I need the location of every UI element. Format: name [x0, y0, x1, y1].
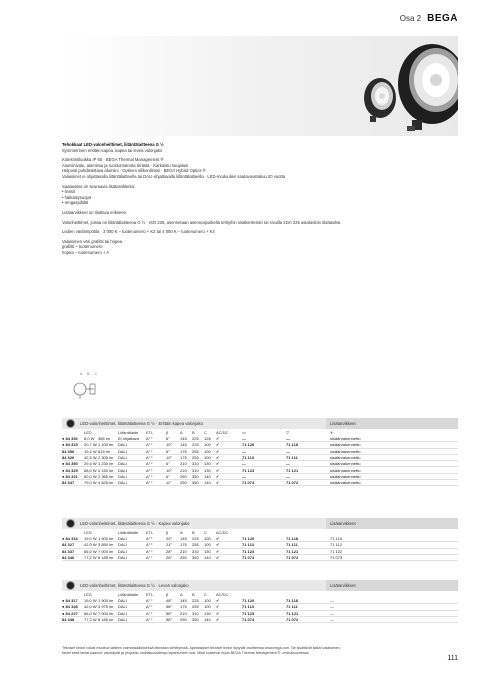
table-cell: 210	[180, 610, 187, 616]
accessories-title: Lisätarvikkeet	[330, 421, 356, 426]
accessory-intro: Saatavissa on seuraavia lisätarvikkeita:	[62, 183, 136, 189]
table-cell: 210	[180, 548, 187, 554]
table-cell: 7 000 lm	[98, 548, 114, 554]
table-cell: ✔	[216, 442, 220, 448]
table-cell: ● 84 328	[62, 604, 78, 610]
table-cell: 6°	[166, 436, 170, 442]
table-cell: DALI	[118, 455, 127, 461]
table-cell: 1 230 lm	[98, 461, 114, 467]
table-cell: DALI	[118, 617, 127, 623]
feature-line: Valaisimet ei ohjattavalla liitäntälaitteella tai DALI-ohjattavalla liitäntälaitteella · LED-moduulien saatavuustakuu 20 vuotta	[62, 173, 286, 179]
table-cell: 20,7 W	[84, 442, 97, 448]
table-cell: 210	[180, 467, 187, 473]
col-acdc: AC/DC	[216, 530, 229, 535]
table-cell: 58°	[166, 604, 173, 610]
table-cell: 310	[192, 461, 199, 467]
table-cell: 4 825 lm	[98, 480, 114, 486]
table-cell: —	[286, 448, 290, 454]
table-cell: 71 072	[286, 555, 299, 561]
table-cell: 140	[204, 473, 211, 479]
section-title: LED-valonheittimet, liitäntälaitteena G ½ · Leveä valonjako	[80, 583, 189, 588]
section-header	[62, 580, 458, 591]
table-cell: sisäänrakennettu	[330, 473, 361, 479]
table-cell: sisäänrakennettu	[330, 448, 361, 454]
table-cell: 126	[204, 436, 211, 442]
table-cell: 310	[192, 467, 199, 473]
table-cell: —	[330, 617, 334, 623]
footnote: Tekniset tiedot voivat muuttua laitteen vaimeasäätöisessä tekniikan kehittyessä. Ajantasaiset tekniset tiedot löytyvät osoitteesta www.bega.com. Ne sisältävät kaikki valaisimen tiedot sekä tarkat kaaviot, valokäyrät ja projektio-ominaisuustietoja tapahtuneet ovat. Mitat koskevat myös BEGA Thermal Management ® -ominaisuudessa.	[62, 646, 340, 655]
table-cell: 255	[192, 542, 199, 548]
table-cell: DALI	[118, 467, 127, 473]
brand-logo: BEGA	[427, 13, 458, 24]
table-cell: —	[242, 448, 246, 454]
table-cell: A⁺⁺	[146, 536, 153, 542]
table-cell: 145	[180, 536, 187, 542]
table-cell: ✔	[216, 604, 220, 610]
table-cell: ✔	[216, 448, 220, 454]
table-cell: A⁺⁺	[146, 461, 153, 467]
feature-line: Alumiinivalu, alumiinia ja ruostumatonta terästä · Karkaistu suojalasi	[62, 162, 189, 168]
col-etl: ETL	[146, 592, 154, 597]
table-cell: DALI	[118, 610, 127, 616]
table-cell: 250	[180, 480, 187, 486]
table-cell: 100	[204, 604, 211, 610]
table-cell: 71 072	[286, 480, 299, 486]
table-cell: 350	[192, 473, 199, 479]
table-cell: 255	[192, 455, 199, 461]
table-cell: —	[242, 473, 246, 479]
table-cell: 250	[180, 473, 187, 479]
table-cell: 310	[192, 548, 199, 554]
table-cell: 175	[180, 604, 187, 610]
table-cell: 250	[180, 617, 187, 623]
table-cell: 84 348	[62, 617, 75, 623]
column-header-row	[62, 591, 458, 598]
table-cell: DALI	[118, 598, 127, 604]
table-cell: 71 123	[242, 548, 255, 554]
accessory-item: • häikäisysuojat	[62, 195, 342, 201]
table-cell: ✔	[216, 473, 220, 479]
table-cell: 255	[192, 448, 199, 454]
page-number: 111	[447, 655, 458, 662]
accessory-item: • linssit	[62, 189, 342, 195]
table-cell: 71 072	[286, 617, 299, 623]
accessories-title: Lisätarvikkeet	[330, 583, 356, 588]
table-cell: —	[286, 461, 290, 467]
table-cell: 66,0 W	[84, 610, 97, 616]
table-cell: 100	[204, 455, 211, 461]
table-cell: 225	[192, 442, 199, 448]
section-header	[62, 518, 458, 529]
table-cell: ● 84 350	[62, 461, 78, 467]
table-cell: 8,0 W	[84, 436, 95, 442]
product-table-extra-narrow	[62, 418, 458, 486]
table-cell: 385 lm	[98, 436, 111, 442]
col-beam-angle: β	[166, 530, 169, 535]
table-cell: 42,5 W	[84, 455, 97, 461]
table-cell: 6°	[166, 448, 170, 454]
table-cell: 71 121	[286, 467, 299, 473]
table-row	[62, 617, 458, 623]
col-beam-angle: β	[166, 430, 169, 435]
table-cell: DALI	[118, 604, 127, 610]
table-cell: ✔	[216, 536, 220, 542]
table-cell: 71 118	[286, 536, 299, 542]
table-cell: 71 120	[242, 536, 255, 542]
table-cell: 71 118	[286, 598, 299, 604]
table-cell: 71 113	[242, 542, 255, 548]
table-cell: ● 84 330	[62, 436, 78, 442]
table-cell: 84 326	[62, 455, 75, 461]
table-cell: 10°	[166, 467, 173, 473]
accessory-list	[62, 189, 342, 206]
table-cell: 175	[180, 542, 187, 548]
table-cell: 58°	[166, 610, 173, 616]
table-cell: 71 111	[286, 604, 298, 610]
table-cell: 11°	[166, 480, 172, 486]
table-cell: sisäänrakennettu	[330, 480, 361, 486]
table-cell: 71 121	[286, 548, 299, 554]
dim-label-b: B	[87, 372, 90, 376]
table-cell: —	[242, 436, 246, 442]
feature-text	[62, 157, 342, 179]
col-acdc: AC/DC	[216, 592, 229, 597]
col-c: C	[204, 530, 207, 535]
col-b: B	[192, 430, 195, 435]
table-cell: 255	[192, 604, 199, 610]
table-cell: DALI	[118, 555, 127, 561]
table-cell: 100	[204, 542, 211, 548]
table-cell: A⁺⁺	[146, 448, 153, 454]
table-cell: ● 84 227	[62, 610, 78, 616]
table-cell: 71 118	[286, 442, 299, 448]
dimension-labels	[80, 372, 97, 376]
table-cell: DALI	[118, 461, 127, 467]
table-cell: 19,0 W	[84, 598, 97, 604]
table-cell: 71 113	[242, 604, 255, 610]
feature-line: Kotelointiluokka IP 65 · BEGA Thermal Management ®	[62, 157, 164, 163]
table-cell: 8 185 lm	[98, 617, 114, 623]
table-cell: ✔	[216, 455, 220, 461]
page-header	[400, 13, 458, 24]
table-cell: 71 074	[242, 617, 255, 623]
table-cell: 71 123	[242, 610, 255, 616]
table-cell: 225	[192, 598, 199, 604]
table-cell: 8 185 lm	[98, 555, 114, 561]
table-row	[62, 555, 458, 561]
section-title: LED-valonheittimet, liitäntälaitteena G ½ · Kapea valonjako	[80, 521, 190, 526]
table-cell: A⁺⁺	[146, 442, 153, 448]
table-cell: sisäänrakennettu	[330, 461, 361, 467]
table-cell: ✔	[216, 480, 220, 486]
table-cell: ✔	[216, 610, 220, 616]
product-description	[62, 142, 342, 260]
product-subtitle: Symmetrinen erittäin kapea, kapea tai leveä valonjako	[62, 147, 163, 153]
table-cell: 21°	[166, 542, 173, 548]
table-cell: 6°	[166, 461, 170, 467]
product-photo	[62, 36, 458, 136]
table-cell: A⁺⁺	[146, 598, 153, 604]
col-c: C	[204, 592, 207, 597]
table-cell: 71 112	[330, 542, 342, 548]
table-cell: 84 337	[62, 548, 75, 554]
table-cell: 815 lm	[98, 448, 111, 454]
table-cell: ✔	[216, 542, 220, 548]
section-header	[62, 418, 458, 429]
table-cell: 66,0 W	[84, 548, 97, 554]
table-cell: 68,0 W	[84, 467, 97, 473]
shield-icon: ▽	[286, 430, 290, 435]
table-cell: 100	[204, 598, 211, 604]
table-cell: A⁺⁺	[146, 467, 153, 473]
table-cell: 140	[204, 617, 211, 623]
color-line: hopea – tuotenumero + A	[62, 249, 110, 255]
table-cell: 210	[180, 461, 187, 467]
table-cell: sisäänrakennettu	[330, 442, 361, 448]
table-cell: DALI	[118, 536, 127, 542]
col-a: A	[180, 530, 183, 535]
table-cell: ✔	[216, 555, 220, 561]
table-cell: 145	[180, 598, 187, 604]
table-cell: 140	[204, 480, 211, 486]
accessories-title: Lisätarvikkeet	[330, 521, 356, 526]
table-cell: sisäänrakennettu	[330, 467, 361, 473]
table-cell: 71 123	[242, 467, 255, 473]
dim-label-c: C	[94, 372, 97, 376]
table-cell: —	[330, 598, 334, 604]
table-cell: 1 900 lm	[98, 598, 114, 604]
table-cell: A⁺⁺	[146, 480, 153, 486]
color-line: grafiitti – tuotenumero	[62, 244, 103, 250]
table-cell: 3 850 lm	[98, 542, 114, 548]
col-led: LED	[84, 530, 92, 535]
feature-line: Helposti puhdistettava alumiini · Optinen silikonilinssi · BEGA Hybrid Optics ®	[62, 168, 206, 174]
table-cell: A⁺⁺	[146, 604, 153, 610]
table-cell: 48°	[166, 598, 173, 604]
table-cell: 84 347	[62, 480, 75, 486]
table-cell: A⁺⁺	[146, 555, 153, 561]
table-cell: ● 84 321	[62, 473, 78, 479]
table-cell: 3 975 lm	[98, 604, 114, 610]
table-cell: 77,2 W	[84, 555, 97, 561]
lamp-icon	[66, 581, 75, 590]
table-cell: 140	[204, 555, 211, 561]
table-cell: 100	[204, 448, 211, 454]
table-cell: 130	[204, 461, 211, 467]
table-cell: —	[330, 604, 334, 610]
table-cell: sisäänrakennettu	[330, 455, 361, 461]
table-cell: 10°	[166, 442, 173, 448]
accessory-note: Lisätarvikkeet on tilattava erikseen.	[62, 209, 128, 215]
table-body	[62, 598, 458, 623]
table-cell: 84 346	[62, 555, 75, 561]
table-cell: 20°	[166, 536, 173, 542]
col-control-gear: Liitäntälaite	[118, 530, 139, 535]
floodlight-image	[62, 36, 458, 136]
table-cell: 71 122	[330, 548, 343, 554]
table-cell: A⁺⁺	[146, 436, 153, 442]
col-b: B	[192, 592, 195, 597]
lamp-icon	[66, 419, 75, 428]
table-cell: 28°	[166, 548, 173, 554]
table-body	[62, 436, 458, 486]
table-cell: ● 84 316	[62, 536, 78, 542]
color-line: Valaisimen väri grafiitti tai hopea	[62, 238, 122, 244]
col-control-gear: Liitäntälaite	[118, 592, 139, 597]
lamp-icon	[66, 519, 75, 528]
table-cell: 310	[192, 610, 199, 616]
product-table-narrow	[62, 518, 458, 561]
table-cell: 28°	[166, 555, 173, 561]
table-cell: 145	[180, 442, 187, 448]
table-cell: 6°	[166, 473, 170, 479]
table-cell: A⁺⁺	[146, 542, 153, 548]
table-body	[62, 536, 458, 561]
table-cell: A⁺⁺	[146, 455, 153, 461]
table-cell: 130	[204, 467, 211, 473]
ring-icon: ✳	[330, 430, 334, 435]
table-cell: ● 84 317	[62, 598, 78, 604]
table-cell: 225	[192, 536, 199, 542]
table-cell: ● 84 325	[62, 467, 78, 473]
table-cell: DALI	[118, 480, 127, 486]
col-b: B	[192, 530, 195, 535]
color-note	[62, 239, 342, 256]
table-cell: 19,0 W	[84, 536, 97, 542]
table-cell: 145	[180, 436, 187, 442]
table-cell: Ei ohjattava	[118, 436, 139, 442]
lens-icon: ▭	[242, 430, 246, 435]
dim-label-a: A	[80, 372, 83, 376]
table-cell: A⁺⁺	[146, 548, 153, 554]
table-cell: ✔	[216, 617, 220, 623]
table-cell: 84 356	[62, 448, 75, 454]
table-cell: ✔	[216, 548, 220, 554]
table-cell: 71 121	[286, 610, 299, 616]
column-header-row	[62, 429, 458, 436]
table-cell: 175	[180, 455, 187, 461]
col-led: LED	[84, 430, 92, 435]
table-cell: DALI	[118, 542, 127, 548]
col-a: A	[180, 430, 183, 435]
table-cell: 4 150 lm	[98, 467, 114, 473]
product-title: Tehokkaat LED-valonheittimet, liitäntälaitteena G ½	[62, 142, 164, 147]
color-temperature-note: Ledien värilämpötila · 3 000 K – tuotenumero + K3 tai 4 000 K – tuotenumero + K4	[62, 229, 215, 235]
table-cell: A⁺⁺	[146, 473, 153, 479]
table-cell: 130	[204, 610, 211, 616]
col-etl: ETL	[146, 430, 154, 435]
product-table-wide	[62, 580, 458, 623]
table-cell: 71 120	[242, 442, 255, 448]
table-cell: DALI	[118, 548, 127, 554]
table-cell: 250	[180, 555, 187, 561]
table-cell: 71 074	[242, 480, 255, 486]
table-cell: ✔	[216, 436, 220, 442]
col-beam-angle: β	[166, 592, 169, 597]
table-cell: —	[330, 610, 334, 616]
table-cell: 7 000 lm	[98, 610, 114, 616]
table-cell: 71 111	[286, 542, 298, 548]
table-cell: 42,0 W	[84, 542, 97, 548]
table-cell: 42,0 W	[84, 604, 97, 610]
table-cell: 100	[204, 536, 211, 542]
table-cell: DALI	[118, 442, 127, 448]
table-cell: 1 900 lm	[98, 536, 114, 542]
table-cell: 350	[192, 480, 199, 486]
col-led: LED	[84, 592, 92, 597]
table-cell: DALI	[118, 448, 127, 454]
table-cell: sisäänrakennettu	[330, 436, 361, 442]
table-cell: —	[286, 436, 290, 442]
table-cell: 58°	[166, 617, 173, 623]
table-cell: DALI	[118, 473, 127, 479]
accessory-item: • rengaspiltilät	[62, 200, 342, 206]
col-control-gear: Liitäntälaite	[118, 430, 139, 435]
table-cell: 71 111	[286, 455, 298, 461]
table-cell: 100	[204, 442, 211, 448]
table-cell: 10°	[166, 455, 173, 461]
table-cell: —	[242, 461, 246, 467]
table-cell: 60,0 W	[84, 473, 97, 479]
dimension-diagram	[70, 378, 100, 400]
table-cell: ● 84 315	[62, 442, 78, 448]
table-cell: 71 113	[242, 455, 255, 461]
table-cell: 2 305 lm	[98, 455, 114, 461]
table-cell: 71 119	[330, 536, 342, 542]
table-cell: 77,2 W	[84, 617, 97, 623]
table-cell: 84 327	[62, 542, 75, 548]
section-label: Osa 2	[399, 14, 422, 23]
mounting-note: Valonheittimet, joissa on liitäntälaitteena G ½ · ISO 228, asennetaan asennusputkella tehtyihin sisäkierteisiin tai sivuilla 22m-225 asiatiedoin tilattaviksi.	[62, 219, 342, 225]
table-cell: 1 100 lm	[98, 442, 114, 448]
section-title: LED-valonheittimet, liitäntälaitteena G ½ · Erittäin kapea valonjako	[80, 421, 203, 426]
col-etl: ETL	[146, 530, 154, 535]
col-c: C	[204, 430, 207, 435]
table-cell: 225	[192, 436, 199, 442]
table-cell: ✔	[216, 461, 220, 467]
table-cell: 19,4 W	[84, 448, 97, 454]
table-cell: 2 365 lm	[98, 473, 114, 479]
table-cell: ✔	[216, 598, 220, 604]
column-header-row	[62, 529, 458, 536]
table-cell: 350	[192, 555, 199, 561]
table-cell: 130	[204, 548, 211, 554]
table-cell: A⁺⁺	[146, 610, 153, 616]
table-cell: ✔	[216, 467, 220, 473]
col-acdc: AC/DC	[216, 430, 229, 435]
col-a: A	[180, 592, 183, 597]
table-row	[62, 480, 458, 486]
table-cell: 79,0 W	[84, 480, 97, 486]
table-cell: 350	[192, 617, 199, 623]
table-cell: 71 073	[330, 555, 343, 561]
table-cell: 175	[180, 448, 187, 454]
table-cell: A⁺⁺	[146, 617, 153, 623]
table-cell: —	[286, 473, 290, 479]
table-cell: 29,4 W	[84, 461, 97, 467]
table-cell: 71 120	[242, 598, 255, 604]
table-cell: 71 074	[242, 555, 255, 561]
